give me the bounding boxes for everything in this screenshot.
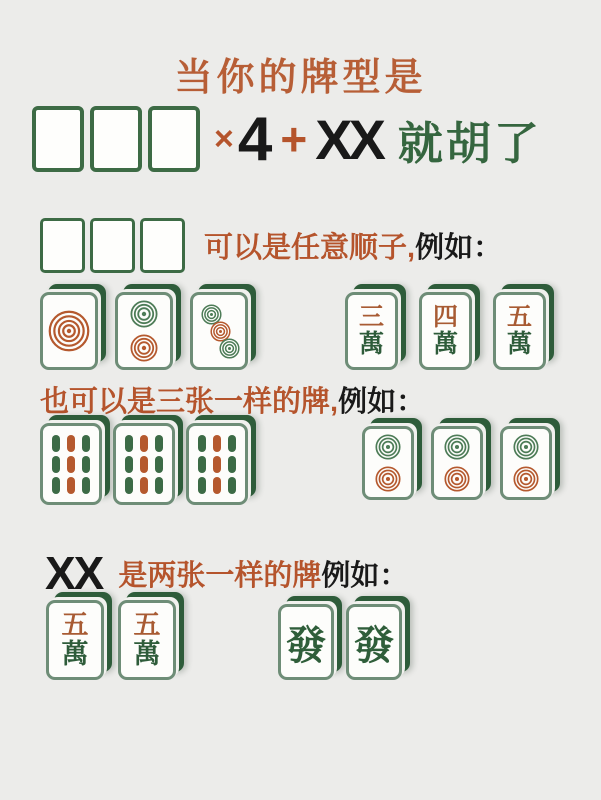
man-number: 五 <box>506 304 532 331</box>
man-number: 五 <box>133 609 161 640</box>
dot-circle-icon <box>513 466 539 492</box>
pair-man-group <box>46 600 190 680</box>
bamboo-sticks-icon <box>49 433 94 496</box>
dot-circle-icon <box>444 434 470 460</box>
tile-three-man <box>345 292 398 370</box>
blank-tile-icon <box>32 106 84 172</box>
man-number: 三 <box>358 304 384 331</box>
dot-circle-icon <box>444 466 470 492</box>
pair-lead-text: 是两张一样的牌 <box>118 559 322 592</box>
count-four: 4 <box>237 104 273 174</box>
blank-tile-icon <box>40 218 85 273</box>
dot-circle-icon <box>513 434 539 460</box>
bamboo-sticks-icon <box>195 433 240 496</box>
tile-nine-bamboo <box>40 423 102 505</box>
pair-symbol: XX <box>315 107 382 171</box>
pair-example-label: 例如： <box>321 559 409 592</box>
man-suit: 萬 <box>432 331 458 358</box>
tile-two-dots <box>362 426 414 500</box>
sequence-example-label: 例如： <box>415 232 503 264</box>
sequence-section-header <box>40 218 502 273</box>
blank-tile-icon <box>90 218 135 273</box>
blank-tile-icon <box>140 218 185 273</box>
dot-circle-icon <box>47 309 91 353</box>
dragon-character: 發 <box>286 622 326 668</box>
triplet-bamboo-group <box>40 423 259 505</box>
bamboo-sticks-icon <box>122 433 167 496</box>
man-suit: 萬 <box>61 639 89 669</box>
dot-circle-icon <box>130 334 158 362</box>
page-title: 当你的牌型是 <box>174 57 427 99</box>
blank-tile-icon <box>90 106 142 172</box>
tile-three-dots <box>190 292 248 370</box>
pair-symbol: XX <box>45 547 103 599</box>
tile-two-dots <box>500 426 552 500</box>
triplet-section-header <box>40 379 425 420</box>
man-suit: 萬 <box>133 639 161 669</box>
tile-one-dot <box>40 292 98 370</box>
tile-two-dots <box>431 426 483 500</box>
win-label: 就胡了 <box>397 117 542 169</box>
tile-nine-bamboo <box>186 423 248 505</box>
blank-tile-icon <box>148 106 200 172</box>
tile-five-man <box>493 292 546 370</box>
dot-circle-icon <box>375 434 401 460</box>
multiply-sign: × <box>214 119 234 158</box>
tile-green-dragon <box>278 604 334 680</box>
dot-circle-icon <box>219 338 240 359</box>
tile-five-man <box>46 600 104 680</box>
dragon-character: 發 <box>354 622 394 668</box>
tile-nine-bamboo <box>113 423 175 505</box>
sequence-lead-text: 可以是任意顺子, <box>204 232 416 264</box>
tile-two-dots <box>115 292 173 370</box>
pair-section-header <box>45 546 408 600</box>
tile-green-dragon <box>346 604 402 680</box>
dot-circle-icon <box>375 466 401 492</box>
man-suit: 萬 <box>506 331 532 358</box>
tile-four-man <box>419 292 472 370</box>
formula-row <box>32 100 542 178</box>
sequence-man-group <box>345 292 567 370</box>
triplet-example-label: 例如： <box>338 386 426 418</box>
man-suit: 萬 <box>358 331 384 358</box>
sequence-dots-group <box>40 292 265 370</box>
triplet-lead-text: 也可以是三张一样的牌, <box>40 386 339 418</box>
dot-circle-icon <box>130 300 158 328</box>
tile-five-man <box>118 600 176 680</box>
pair-dragon-group <box>278 604 414 680</box>
man-number: 四 <box>432 304 458 331</box>
triplet-dots-group <box>362 426 569 500</box>
plus-sign: + <box>280 113 308 165</box>
man-number: 五 <box>61 609 89 640</box>
